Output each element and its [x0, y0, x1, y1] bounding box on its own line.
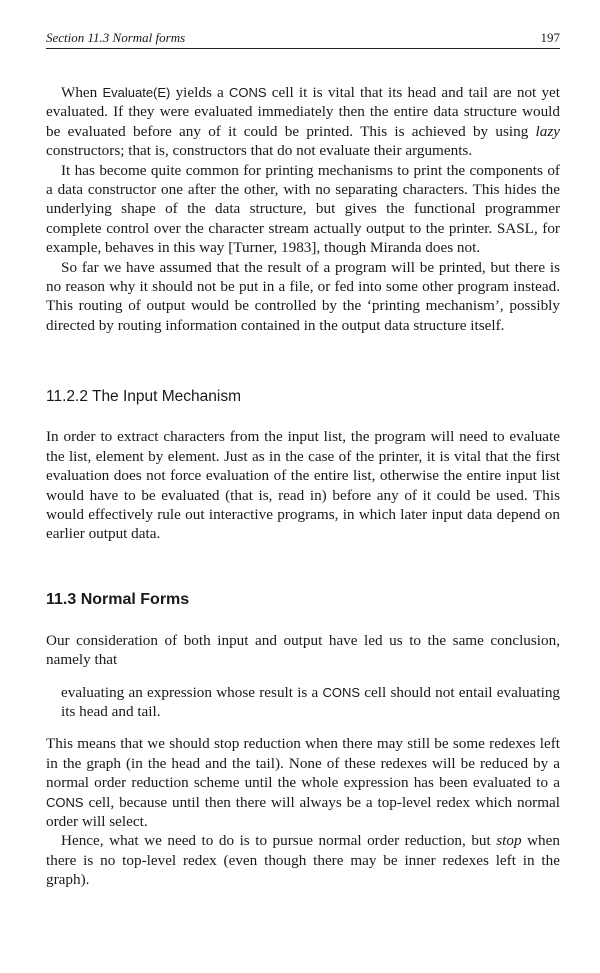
paragraph: Our consideration of both input and output have led us to the same conclusion, namely that — [46, 631, 560, 669]
block-quote: evaluating an expression whose result is a CONS cell should not entail evaluating its head and tail. — [61, 683, 561, 720]
inline-code: CONS — [46, 794, 84, 810]
section-body — [46, 631, 560, 890]
paragraph: In order to extract characters from the input list, the program will need to evaluate the list, element by element. Just as in the case of the printer, it is vital that the first evaluation does not force evaluation of the entire list, otherwise the entire input list would have to be evaluated (that is, read in) before any of it could be used. This would effectively rule out interactive programs, in which later input data depend on earlier output data. — [46, 428, 560, 543]
paragraph: So far we have assumed that the result of a program will be printed, but there is no reason why it should not be put in a file, or fed into some other program instead. This routing of output would be controlled by the ‘printing mechanism’, possibly directed by routing information contained in the output data structure itself. — [46, 258, 560, 334]
inline-code: CONS — [322, 684, 361, 700]
subsection-heading: 11.2.2 The Input Mechanism — [46, 388, 242, 406]
paragraph: It has become quite common for printing mechanisms to print the components of a data constructor one after the other, with no separating characters. This hides the underlying shape of the data structure, but gives the functional programmer complete control over the character stream actually output to the printer. SASL, for example, behaves in this way [Turner, 1983], though Miranda does not. — [46, 161, 560, 257]
section-heading: 11.3 Normal Forms — [46, 590, 190, 608]
emphasis: lazy — [535, 122, 560, 140]
subsection-body — [46, 427, 560, 543]
running-section-title: Section 11.3 Normal forms — [46, 30, 186, 45]
inline-code: Evaluate(E) — [102, 85, 171, 100]
intro-text — [46, 83, 560, 335]
page-number: 197 — [540, 30, 560, 45]
inline-code: CONS — [229, 85, 267, 100]
paragraph: This means that we should stop reduction when there may still be some redexes left in the graph (in the head and the tail). None of these redexes will be reduced by a normal order reduction scheme until the whole expression has been evaluated to a CONS cell, because until then there will always be a top-level redex which normal order will select. — [46, 735, 560, 830]
paragraph: Hence, what we need to do is to pursue normal order reduction, but stop when there is no top-level redex (even though there may be inner redexes left in the graph). — [46, 832, 560, 889]
running-header — [46, 30, 560, 49]
paragraph: When Evaluate(E) yields a CONS cell it is vital that its head and tail are not yet evaluated. If they were evaluated immediately then the entire data structure would be evaluated before any of it could be printed. This is achieved by using lazy constructors; that is, constructors that do not evaluate their arguments. — [46, 84, 560, 160]
book-page — [46, 30, 560, 890]
emphasis: stop — [496, 832, 522, 850]
